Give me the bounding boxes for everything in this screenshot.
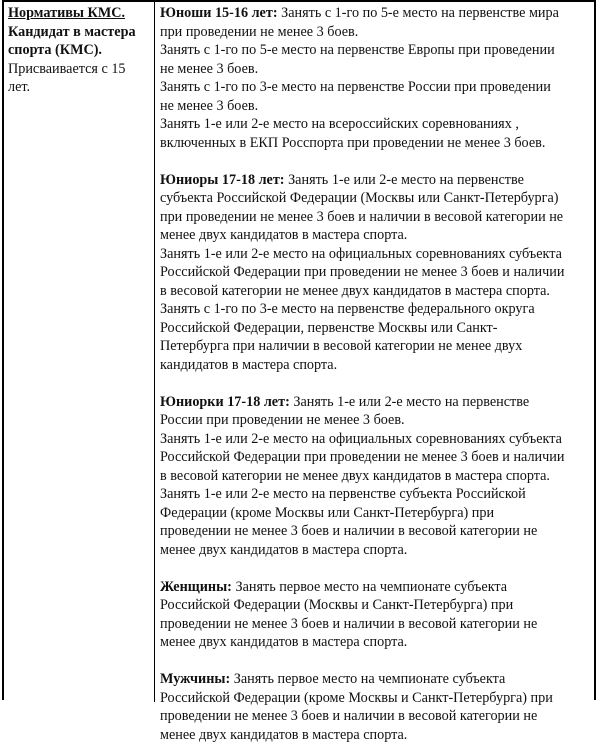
requirement-text: Российской Федерации (кроме Москвы и Санкт-Петербурга) при — [160, 690, 553, 706]
requirement-line — [160, 578, 596, 597]
requirement-text: Занять 1-е или 2-е место на официальных соревнованиях субъекта — [160, 431, 562, 447]
requirement-text: Федерации (кроме Москвы или Санкт-Петербурга) при — [160, 505, 494, 521]
section-label: Юноши 15-16 лет: — [160, 5, 278, 21]
requirement-line — [160, 448, 596, 467]
requirement-text: в весовой категории не менее двух кандидатов в мастера спорта. — [160, 468, 550, 484]
requirement-line — [160, 115, 596, 134]
requirement-line — [160, 208, 596, 227]
requirement-line — [160, 226, 596, 245]
requirement-text: субъекта Российской Федерации (Москвы или Санкт-Петербурга) — [160, 190, 559, 206]
requirement-text: Занять 1-е или 2-е место на первенстве субъекта Российской — [160, 486, 526, 502]
requirement-line — [160, 522, 596, 541]
requirement-section — [160, 393, 596, 560]
requirement-text: кандидатов в мастера спорта. — [160, 357, 337, 373]
section-label: Мужчины: — [160, 671, 230, 687]
column-divider — [154, 2, 155, 702]
section-label: Юниоры 17-18 лет: — [160, 172, 285, 188]
requirement-text: менее двух кандидатов в мастера спорта. — [160, 634, 407, 650]
requirement-line — [160, 97, 596, 116]
requirement-text: Занять 1-е или 2-е место на первенстве — [290, 394, 529, 410]
requirement-line — [160, 393, 596, 412]
requirement-text: менее двух кандидатов в мастера спорта. — [160, 727, 407, 743]
requirement-section — [160, 171, 596, 375]
left-column — [8, 4, 153, 97]
requirement-text: Занять с 1-го по 5-е место на первенстве мира — [278, 5, 559, 21]
requirement-text: Российской Федерации (Москвы и Санкт-Петербурга) при — [160, 597, 513, 613]
section-gap — [160, 152, 596, 171]
requirement-line — [160, 633, 596, 652]
requirement-line — [160, 171, 596, 190]
standards-table — [2, 0, 596, 700]
requirement-line — [160, 670, 596, 689]
table-title: Нормативы КМС. — [8, 4, 153, 23]
section-gap — [160, 559, 596, 578]
requirement-text: Российской Федерации при проведении не менее 3 боев и наличии — [160, 264, 564, 280]
requirement-line — [160, 300, 596, 319]
requirement-text: при проведении не менее 3 боев. — [160, 24, 358, 40]
requirement-text: Занять 1-е или 2-е место на всероссийских соревнованиях , — [160, 116, 519, 132]
requirements-column — [160, 4, 596, 744]
section-gap — [160, 374, 596, 393]
requirement-text: проведении не менее 3 боев и наличии в весовой категории не — [160, 523, 537, 539]
note-line: Присваивается с 15 — [8, 60, 153, 79]
requirement-text: Занять с 1-го по 3-е место на первенстве России при проведении — [160, 79, 551, 95]
requirement-line — [160, 726, 596, 744]
requirement-section — [160, 578, 596, 652]
requirement-line — [160, 411, 596, 430]
requirement-line — [160, 689, 596, 708]
requirement-text: менее двух кандидатов в мастера спорта. — [160, 227, 407, 243]
requirement-text: России при проведении не менее 3 боев. — [160, 412, 405, 428]
section-label: Юниорки 17-18 лет: — [160, 394, 290, 410]
section-label: Женщины: — [160, 579, 232, 595]
requirement-line — [160, 485, 596, 504]
note-line: лет. — [8, 78, 153, 97]
requirement-line — [160, 596, 596, 615]
requirement-section — [160, 670, 596, 744]
requirement-text: Занять 1-е или 2-е место на первенстве — [285, 172, 524, 188]
requirement-line — [160, 4, 596, 23]
requirement-line — [160, 282, 596, 301]
requirement-line — [160, 245, 596, 264]
requirement-line — [160, 78, 596, 97]
requirement-text: не менее 3 боев. — [160, 61, 258, 77]
requirement-line — [160, 319, 596, 338]
requirement-text: проведении не менее 3 боев и наличии в весовой категории не — [160, 708, 537, 724]
requirement-text: Занять с 1-го по 5-е место на первенстве Европы при проведении — [160, 42, 555, 58]
requirement-line — [160, 707, 596, 726]
requirement-line — [160, 60, 596, 79]
requirement-line — [160, 541, 596, 560]
requirement-line — [160, 23, 596, 42]
requirement-text: Петербурга при наличии в весовой категории не менее двух — [160, 338, 522, 354]
requirement-line — [160, 504, 596, 523]
requirement-line — [160, 337, 596, 356]
requirement-text: Занять первое место на чемпионате субъекта — [230, 671, 505, 687]
requirement-text: Занять 1-е или 2-е место на официальных соревнованиях субъекта — [160, 246, 562, 262]
requirement-line — [160, 430, 596, 449]
requirement-text: в весовой категории не менее двух кандидатов в мастера спорта. — [160, 283, 550, 299]
requirement-text: Российской Федерации при проведении не менее 3 боев и наличии — [160, 449, 564, 465]
requirement-text: включенных в ЕКП Росспорта при проведении не менее 3 боев. — [160, 135, 545, 151]
requirement-text: не менее 3 боев. — [160, 98, 258, 114]
requirement-line — [160, 615, 596, 634]
requirement-line — [160, 189, 596, 208]
requirement-line — [160, 467, 596, 486]
requirement-text: менее двух кандидатов в мастера спорта. — [160, 542, 407, 558]
section-gap — [160, 652, 596, 671]
requirement-line — [160, 263, 596, 282]
requirement-line — [160, 134, 596, 153]
rank-line: Кандидат в мастера — [8, 23, 153, 42]
requirement-text: Российской Федерации, первенстве Москвы или Санкт- — [160, 320, 497, 336]
requirement-line — [160, 41, 596, 60]
requirement-line — [160, 356, 596, 375]
requirement-section — [160, 4, 596, 152]
requirement-text: Занять с 1-го по 3-е место на первенстве федерального округа — [160, 301, 535, 317]
requirement-text: проведении не менее 3 боев и наличии в весовой категории не — [160, 616, 537, 632]
rank-line: спорта (КМС). — [8, 41, 153, 60]
requirement-text: Занять первое место на чемпионате субъекта — [232, 579, 507, 595]
requirement-text: при проведении не менее 3 боев и наличии в весовой категории не — [160, 209, 563, 225]
